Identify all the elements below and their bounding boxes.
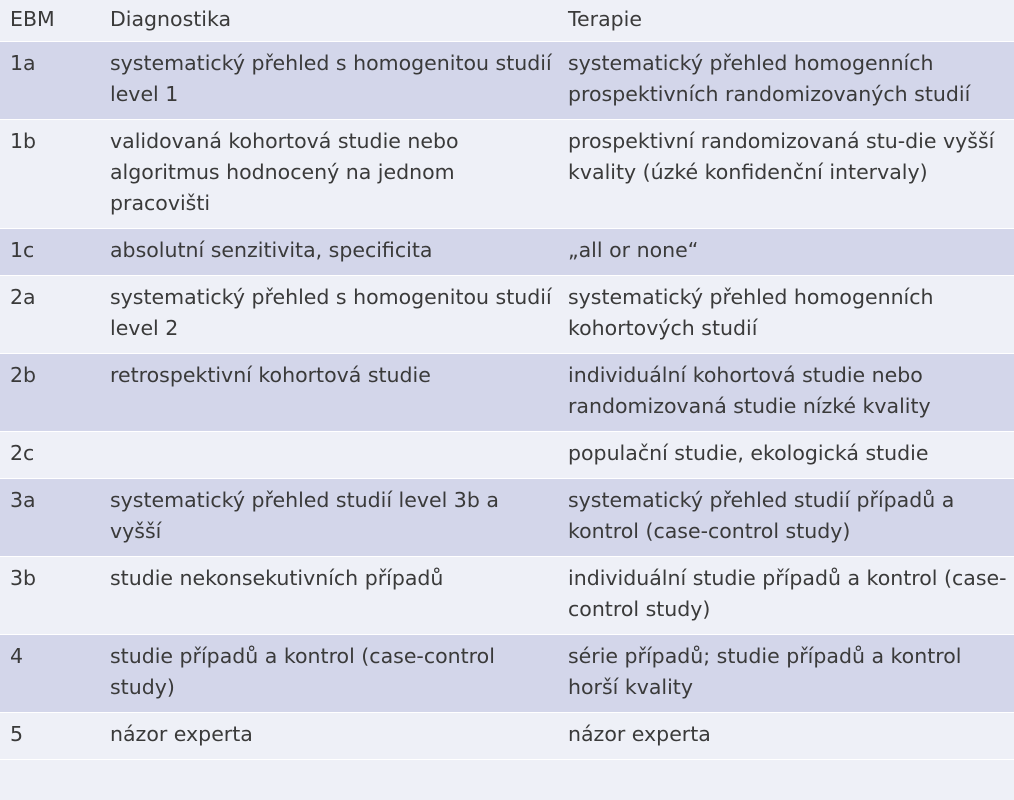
cell-level: 1a — [0, 42, 98, 120]
table-row — [0, 229, 1014, 276]
table-row — [0, 713, 1014, 760]
cell-diagnostika: názor experta — [98, 713, 556, 760]
cell-diagnostika: absolutní senzitivita, specificita — [98, 229, 556, 276]
cell-level: 3a — [0, 479, 98, 557]
table-row — [0, 635, 1014, 713]
cell-diagnostika: validovaná kohortová studie nebo algoritmus hodnocený na jednom pracovišti — [98, 120, 556, 229]
table-row — [0, 479, 1014, 557]
cell-terapie: systematický přehled studií případů a kontrol (case-control study) — [556, 479, 1014, 557]
cell-level: 1c — [0, 229, 98, 276]
cell-terapie: prospektivní randomizovaná stu-die vyšší kvality (úzké konfidenční intervaly) — [556, 120, 1014, 229]
cell-terapie: „all or none“ — [556, 229, 1014, 276]
cell-diagnostika — [98, 432, 556, 479]
table-row — [0, 354, 1014, 432]
cell-level: 1b — [0, 120, 98, 229]
header-diagnostika: Diagnostika — [98, 0, 556, 42]
table-row — [0, 276, 1014, 354]
cell-terapie: systematický přehled homogenních kohortových studií — [556, 276, 1014, 354]
cell-diagnostika: systematický přehled s homogenitou studií level 2 — [98, 276, 556, 354]
table-header-row — [0, 0, 1014, 42]
cell-terapie: série případů; studie případů a kontrol horší kvality — [556, 635, 1014, 713]
table-row — [0, 120, 1014, 229]
cell-diagnostika: systematický přehled studií level 3b a vyšší — [98, 479, 556, 557]
cell-diagnostika: retrospektivní kohortová studie — [98, 354, 556, 432]
cell-level: 2c — [0, 432, 98, 479]
cell-terapie: individuální studie případů a kontrol (case-control study) — [556, 557, 1014, 635]
cell-level: 2b — [0, 354, 98, 432]
cell-level: 4 — [0, 635, 98, 713]
cell-diagnostika: studie nekonsekutivních případů — [98, 557, 556, 635]
cell-terapie: názor experta — [556, 713, 1014, 760]
cell-diagnostika: studie případů a kontrol (case-control study) — [98, 635, 556, 713]
table-row — [0, 42, 1014, 120]
table-row — [0, 557, 1014, 635]
cell-level: 5 — [0, 713, 98, 760]
header-terapie: Terapie — [556, 0, 1014, 42]
cell-level: 3b — [0, 557, 98, 635]
header-ebm: EBM — [0, 0, 98, 42]
table-row — [0, 432, 1014, 479]
cell-terapie: populační studie, ekologická studie — [556, 432, 1014, 479]
cell-terapie: systematický přehled homogenních prospektivních randomizovaných studií — [556, 42, 1014, 120]
cell-level: 2a — [0, 276, 98, 354]
cell-diagnostika: systematický přehled s homogenitou studií level 1 — [98, 42, 556, 120]
cell-terapie: individuální kohortová studie nebo randomizovaná studie nízké kvality — [556, 354, 1014, 432]
